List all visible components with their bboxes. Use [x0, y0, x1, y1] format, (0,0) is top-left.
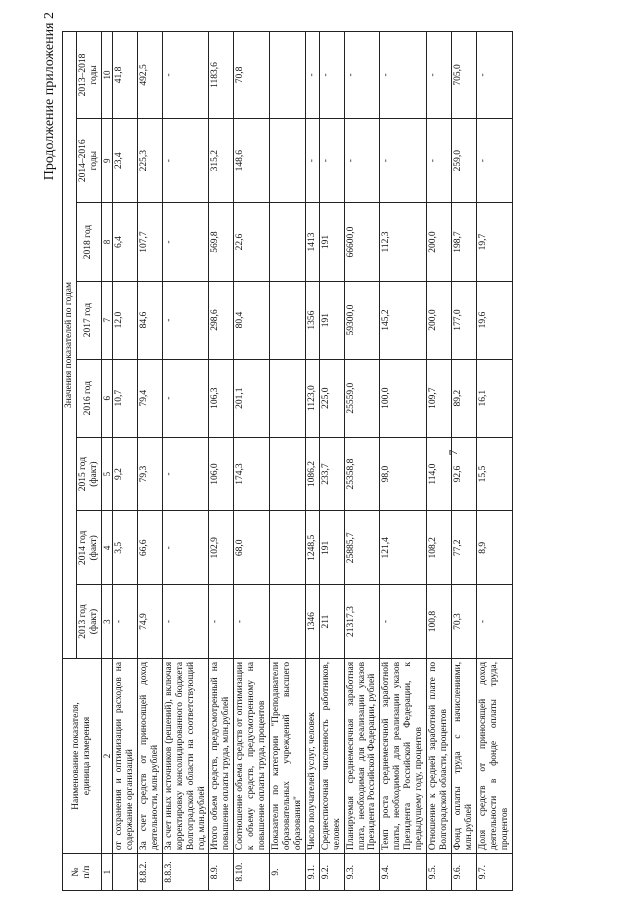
value-cell: 59300,0	[344, 281, 380, 359]
value-cell: 66,6	[137, 511, 162, 585]
indicator-name: Среднесписочная численность работников, человек	[319, 658, 344, 853]
value-cell: 1183,6	[209, 32, 234, 119]
value-cell: 41,8	[113, 32, 138, 119]
value-cell: 74,9	[137, 585, 162, 659]
indicator-name: Фонд оплаты труда с начислениями, млн.рублей	[451, 658, 476, 853]
header-values-group: Значения показателей по годам	[63, 32, 77, 659]
value-cell: -	[162, 437, 209, 511]
value-cell: 6,4	[113, 203, 138, 281]
value-cell: 1248,5	[305, 511, 319, 585]
value-cell: -	[162, 281, 209, 359]
column-index: 1	[101, 854, 112, 891]
value-cell: 68,0	[234, 511, 270, 585]
value-cell: 315,2	[209, 118, 234, 203]
value-cell: 70,3	[451, 585, 476, 659]
value-cell: 225,0	[319, 359, 344, 437]
value-cell: 109,7	[427, 359, 452, 437]
value-cell: 108,2	[427, 511, 452, 585]
table-row	[319, 32, 344, 891]
indicator-name: Темп роста среднемесячной заработной платы, необходимой для реализации указов Президента Российской Федерации, к предыдущему году, процентов	[380, 658, 427, 853]
value-cell: 100,0	[380, 359, 427, 437]
table-row	[427, 32, 452, 891]
column-index: 5	[101, 437, 112, 511]
value-cell: 174,3	[234, 437, 270, 511]
column-index-row	[101, 32, 112, 891]
table-row	[162, 32, 209, 891]
value-cell: 23,4	[113, 118, 138, 203]
header-name: Наименование показателя, единица измерения	[63, 658, 102, 853]
value-cell: 492,5	[137, 32, 162, 119]
table-row	[380, 32, 427, 891]
row-number: 9.1.	[305, 854, 319, 891]
value-cell: 19,7	[476, 203, 512, 281]
indicator-name: Доля средств от приносящей доход деятельности в фонде оплаты труда, процентов	[476, 658, 512, 853]
value-cell: -	[476, 32, 512, 119]
value-cell: 121,4	[380, 511, 427, 585]
value-cell: 21317,3	[344, 585, 380, 659]
value-cell: 15,5	[476, 437, 512, 511]
value-cell	[270, 32, 306, 119]
header-year: 2014–2016 годы	[76, 118, 101, 203]
value-cell: 89,2	[451, 359, 476, 437]
row-number: 9.3.	[344, 854, 380, 891]
value-cell	[270, 359, 306, 437]
value-cell	[270, 585, 306, 659]
header-year: 2017 год	[76, 281, 101, 359]
value-cell: 1123,0	[305, 359, 319, 437]
header-year: 2013–2018 годы	[76, 32, 101, 119]
value-cell: 22,6	[234, 203, 270, 281]
value-cell: 191	[319, 281, 344, 359]
header-year: 2018 год	[76, 203, 101, 281]
table-row	[137, 32, 162, 891]
value-cell: -	[427, 32, 452, 119]
value-cell: 16,1	[476, 359, 512, 437]
value-cell: 84,6	[137, 281, 162, 359]
indicator-name: За счет иных источников (решений), включая корректировку консолидированного бюджета Волгоградской области на соответствующий год, млн.рублей	[162, 658, 209, 853]
row-number: 9.7.	[476, 854, 512, 891]
value-cell: 79,4	[137, 359, 162, 437]
header-year: 2013 год (факт)	[76, 585, 101, 659]
value-cell: 1346	[305, 585, 319, 659]
value-cell: 102,9	[209, 511, 234, 585]
value-cell: 148,6	[234, 118, 270, 203]
value-cell: 1413	[305, 203, 319, 281]
row-number: 8.9.	[209, 854, 234, 891]
value-cell: 191	[319, 511, 344, 585]
row-number: 9.6.	[451, 854, 476, 891]
value-cell: 112,3	[380, 203, 427, 281]
row-number: 8.8.3.	[162, 854, 209, 891]
value-cell: 201,1	[234, 359, 270, 437]
value-cell: 9,2	[113, 437, 138, 511]
table-row	[234, 32, 270, 891]
indicator-name: Соотношение объема средств от оптимизации к объему средств, предусмотренному на повышение оплаты труда, процентов	[234, 658, 270, 853]
row-number	[113, 854, 138, 891]
value-cell: 80,4	[234, 281, 270, 359]
value-cell: 198,7	[451, 203, 476, 281]
table-row	[344, 32, 380, 891]
page-number: 7	[446, 449, 460, 456]
value-cell: 66600,0	[344, 203, 380, 281]
header-row	[63, 32, 77, 891]
value-cell: 8,9	[476, 511, 512, 585]
value-cell: 1086,2	[305, 437, 319, 511]
value-cell	[270, 511, 306, 585]
column-index: 10	[101, 32, 112, 119]
header-num: № п/п	[63, 854, 102, 891]
indicators-table	[62, 31, 513, 891]
value-cell: 92,6	[451, 437, 476, 511]
value-cell: 79,3	[137, 437, 162, 511]
value-cell: 1356	[305, 281, 319, 359]
table-row	[305, 32, 319, 891]
value-cell: 70,8	[234, 32, 270, 119]
indicator-name: от сохранения и оптимизации расходов на содержание организаций	[113, 658, 138, 853]
value-cell: -	[162, 203, 209, 281]
column-index: 8	[101, 203, 112, 281]
row-number: 8.8.2.	[137, 854, 162, 891]
value-cell: -	[305, 32, 319, 119]
value-cell: 233,7	[319, 437, 344, 511]
row-number: 9.	[270, 854, 306, 891]
column-index: 7	[101, 281, 112, 359]
value-cell: 200,0	[427, 203, 452, 281]
value-cell: -	[234, 585, 270, 659]
table-row	[209, 32, 234, 891]
value-cell: 19,6	[476, 281, 512, 359]
value-cell: -	[162, 32, 209, 119]
value-cell: -	[344, 118, 380, 203]
column-index: 4	[101, 511, 112, 585]
table-row	[476, 32, 512, 891]
value-cell: -	[380, 32, 427, 119]
row-number: 8.10.	[234, 854, 270, 891]
value-cell: 106,0	[209, 437, 234, 511]
value-cell: 25885,7	[344, 511, 380, 585]
value-cell: -	[162, 359, 209, 437]
value-cell: 100,8	[427, 585, 452, 659]
column-index: 9	[101, 118, 112, 203]
value-cell: 191	[319, 203, 344, 281]
row-number: 9.5.	[427, 854, 452, 891]
value-cell: 705,0	[451, 32, 476, 119]
value-cell	[270, 118, 306, 203]
value-cell: 177,0	[451, 281, 476, 359]
value-cell: -	[476, 118, 512, 203]
continuation-caption: Продолжение приложения 2	[42, 12, 57, 181]
table-body	[113, 32, 512, 891]
value-cell: 106,3	[209, 359, 234, 437]
value-cell: 200,0	[427, 281, 452, 359]
header-year: 2014 год (факт)	[76, 511, 101, 585]
row-number: 9.2.	[319, 854, 344, 891]
value-cell: -	[380, 585, 427, 659]
value-cell: 569,8	[209, 203, 234, 281]
value-cell: -	[162, 118, 209, 203]
value-cell: 145,2	[380, 281, 427, 359]
value-cell: 12,0	[113, 281, 138, 359]
column-index: 6	[101, 359, 112, 437]
value-cell: 98,0	[380, 437, 427, 511]
value-cell: 114,0	[427, 437, 452, 511]
indicator-name: За счет средств от приносящей доход деятельности, млн.рублей	[137, 658, 162, 853]
indicator-name: Итого объем средств, предусмотренный на повышение оплаты труда, млн.рублей	[209, 658, 234, 853]
value-cell: -	[209, 585, 234, 659]
value-cell: -	[427, 118, 452, 203]
value-cell: -	[162, 585, 209, 659]
value-cell: 259,0	[451, 118, 476, 203]
value-cell: -	[162, 511, 209, 585]
value-cell: 3,5	[113, 511, 138, 585]
header-year: 2016 год	[76, 359, 101, 437]
table-row	[113, 32, 138, 891]
value-cell: 25358,8	[344, 437, 380, 511]
value-cell: -	[319, 32, 344, 119]
value-cell: 107,7	[137, 203, 162, 281]
value-cell	[270, 281, 306, 359]
value-cell: 298,6	[209, 281, 234, 359]
indicator-name: Число получателей услуг, человек	[305, 658, 319, 853]
value-cell: -	[380, 118, 427, 203]
value-cell: 25559,0	[344, 359, 380, 437]
value-cell: -	[476, 585, 512, 659]
value-cell	[270, 437, 306, 511]
column-index: 2	[101, 658, 112, 853]
header-year: 2015 год (факт)	[76, 437, 101, 511]
value-cell: 10,7	[113, 359, 138, 437]
value-cell: 77,2	[451, 511, 476, 585]
value-cell: -	[319, 118, 344, 203]
value-cell: 211	[319, 585, 344, 659]
indicator-name: Планируемая среднемесячная заработная плата, необходимая для реализации указов Президента Российской Федерации, рублей	[344, 658, 380, 853]
value-cell	[270, 203, 306, 281]
table-row	[451, 32, 476, 891]
value-cell: -	[305, 118, 319, 203]
value-cell: 225,3	[137, 118, 162, 203]
value-cell: -	[344, 32, 380, 119]
value-cell: -	[113, 585, 138, 659]
table-row	[270, 32, 306, 891]
indicator-name: Отношение к средней заработной плате по Волгоградской области, процентов	[427, 658, 452, 853]
row-number: 9.4.	[380, 854, 427, 891]
indicator-name: Показатели по категории "Преподаватели образовательных учреждений высшего образования"	[270, 658, 306, 853]
column-index: 3	[101, 585, 112, 659]
